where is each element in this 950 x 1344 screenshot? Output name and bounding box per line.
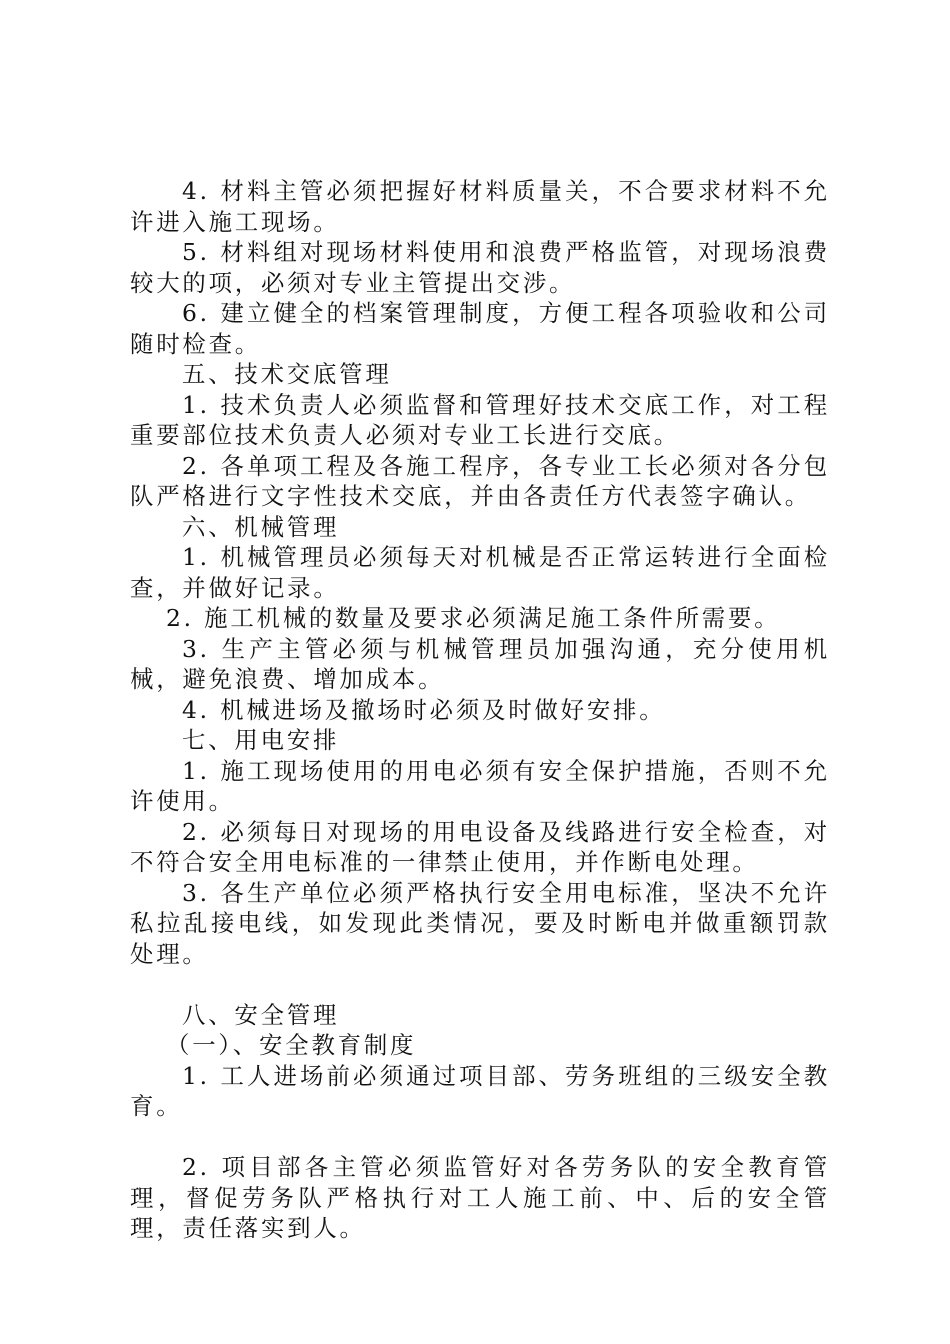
subsection-heading-safety-education: （一）、安全教育制度 [166, 1031, 417, 1059]
paragraph-material-quality: 4. 材料主管必须把握好材料质量关，不合要求材料不允许进入施工现场。 [130, 177, 830, 236]
paragraph-machinery-inspection: 1. 机械管理员必须每天对机械是否正常运转进行全面检查，并做好记录。 [130, 543, 830, 602]
paragraph-gap [130, 1122, 830, 1153]
paragraph-technical-supervision: 1. 技术负责人必须监督和管理好技术交底工作，对工程重要部位技术负责人必须对专业工长进行交底。 [130, 390, 830, 449]
paragraph-gap [130, 969, 830, 1000]
paragraph-written-briefing: 2. 各单项工程及各施工程序，各专业工长必须对各分包队严格进行文字性技术交底，并由各责任方代表签字确认。 [130, 451, 830, 510]
paragraph-electricity-inspection: 2. 必须每日对现场的用电设备及线路进行安全检查，对不符合安全用电标准的一律禁止使用，并作断电处理。 [130, 817, 830, 876]
section-heading-technical-briefing: 五、技术交底管理 [182, 360, 392, 388]
section-heading-machinery: 六、机械管理 [182, 512, 340, 541]
section-heading-safety: 八、安全管理 [182, 1000, 340, 1029]
paragraph-electricity-protection: 1. 施工现场使用的用电必须有安全保护措施，否则不允许使用。 [130, 756, 830, 815]
document-body [130, 176, 830, 1244]
paragraph-machinery-quantity: 2. 施工机械的数量及要求必须满足施工条件所需要。 [166, 604, 781, 632]
paragraph-safety-training: 1. 工人进场前必须通过项目部、劳务班组的三级安全教育。 [130, 1061, 830, 1120]
paragraph-safety-supervision: 2. 项目部各主管必须监管好对各劳务队的安全教育管理，督促劳务队严格执行对工人施工前、中、后的安全管理，责任落实到人。 [130, 1153, 830, 1242]
paragraph-material-supervision: 5. 材料组对现场材料使用和浪费严格监管，对现场浪费较大的项，必须对专业主管提出交涉。 [130, 238, 830, 297]
paragraph-electricity-standards: 3. 各生产单位必须严格执行安全用电标准，坚决不允许私拉乱接电线，如发现此类情况，要及时断电并做重额罚款处理。 [130, 878, 830, 968]
section-heading-electricity: 七、用电安排 [182, 726, 340, 754]
paragraph-machinery-communication: 3. 生产主管必须与机械管理员加强沟通，充分使用机械，避免浪费、增加成本。 [130, 634, 830, 693]
paragraph-machinery-arrangement: 4. 机械进场及撤场时必须及时做好安排。 [182, 695, 666, 724]
paragraph-archive-system: 6. 建立健全的档案管理制度，方便工程各项验收和公司随时检查。 [130, 299, 830, 358]
